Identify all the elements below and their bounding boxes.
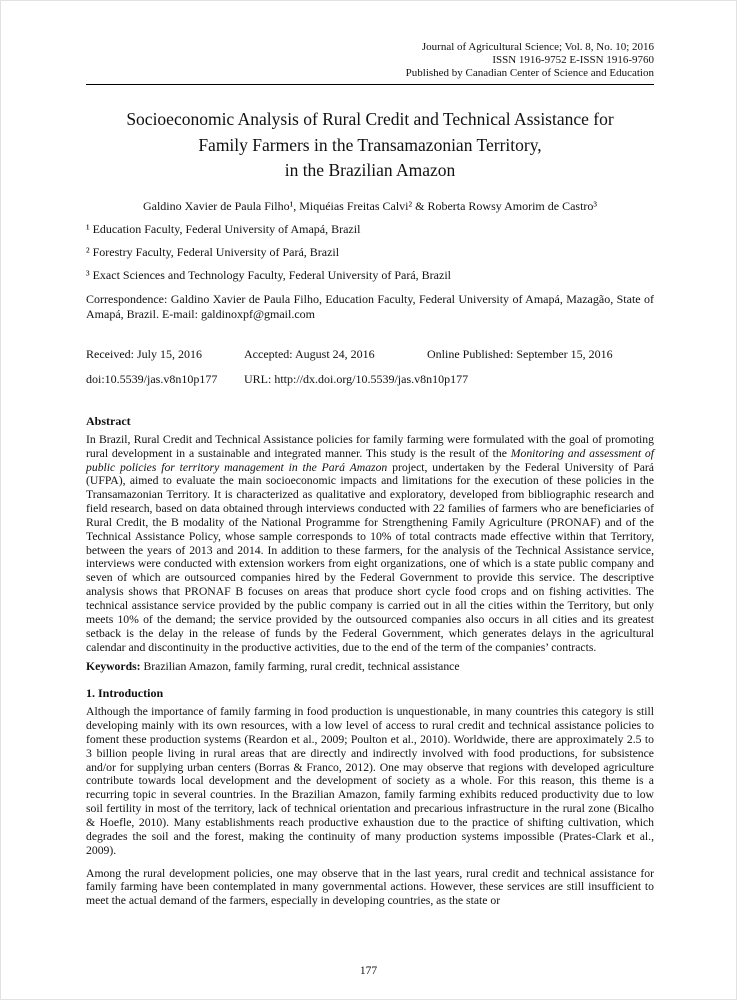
header-divider — [86, 84, 654, 85]
correspondence-paragraph: Correspondence: Galdino Xavier de Paula Filho, Education Faculty, Federal University of Amapá, Mazagão, State of Amapá, Brazil. E-mail: galdinoxpf@gmail.com — [86, 291, 654, 322]
abstract-heading: Abstract — [86, 413, 131, 428]
paper-title — [86, 107, 654, 184]
abstract-part-1: In Brazil, Rural Credit and Technical Assistance policies for family farming were formulated with the goal of promoting rural development in a sustainable and integrated manner. This study is the result of the — [86, 432, 654, 460]
page-number: 177 — [359, 965, 378, 977]
keywords-label: Keywords: — [86, 660, 141, 674]
accepted-date: Accepted: August 24, 2016 — [244, 346, 375, 361]
online-published-date: Online Published: September 15, 2016 — [427, 346, 613, 361]
paper-title-line-3: in the Brazilian Amazon — [284, 160, 456, 181]
abstract-italic-project-title: Monitoring and assessment of public policies for territory management in the Pará Amazon — [86, 446, 655, 474]
journal-issn-line: ISSN 1916-9752 E-ISSN 1916-9760 — [492, 53, 654, 66]
introduction-heading: 1. Introduction — [86, 686, 164, 701]
affiliation-3: ³ Exact Sciences and Technology Faculty, Federal University of Pará, Brazil — [86, 267, 451, 282]
affiliation-1: ¹ Education Faculty, Federal University of Amapá, Brazil — [86, 221, 361, 236]
keywords-line — [86, 660, 654, 674]
journal-publisher-line: Published by Canadian Center of Science and Education — [405, 66, 654, 79]
doi-text: doi:10.5539/jas.v8n10p177 — [86, 371, 218, 386]
abstract-part-2: project, undertaken by the Federal University of Pará (UFPA), aimed to evaluate the main socioeconomic impacts and limitations for the execution of these policies in the Transamazonian Territory. It is characterized as qualitative and exploratory, developed from bibliographic research and field research, based on data obtained through interviews conducted with 22 families of farmers who are beneficiaries of Rural Credit, the B modality of the National Programme for Strengthening Family Agriculture (PRONAF) and of the Technical Assistance Policy, whose sample corresponds to 10% of total contracts made effective within that Territory, between the years of 2013 and 2014. In addition to these farmers, for the analysis of the Technical Assistance service, interviews were conducted with extension workers from eight organizations, one of which is a state public company and seven of which are outsourced companies hired by the Federal Government to provide this service. The descriptive analysis shows that PRONAF B focuses on areas that produce short cycle food crops and on fishing activities. The technical assistance service provided by the public company is carried out in all the cities within the Territory, but only meets 10% of the demand; the service provided by the outsourced companies also occurs in all cities and its greatest setback is the delay in the release of funds by the Federal Government, which generates delays in the agricultural calendar and discontinuity in the productive activities, due to the end of the term of the companies’ contracts. — [86, 460, 654, 654]
introduction-paragraph-2: Among the rural development policies, one may observe that in the last years, rural credit and technical assistance for family farming have been contemplated in many governmental actions. However, these services are still insufficient to meet the actual demand of the farmers, especially in developing countries, as the state or — [86, 866, 654, 908]
journal-title-line: Journal of Agricultural Science; Vol. 8, No. 10; 2016 — [421, 41, 654, 53]
affiliation-2: ² Forestry Faculty, Federal University of Pará, Brazil — [86, 244, 340, 259]
introduction-paragraph-1: Although the importance of family farming in food production is unquestionable, in many countries this category is still developing mainly with its own resources, with a low level of access to rural credit and technical assistance policies to foment these production systems (Reardon et al., 2009; Poulton et al., 2010). Worldwide, there are approximately 2.5 to 3 billion people living in rural areas that are directly and indirectly involved with food productions, for subsistence and/or for supplying urban centers (Borras & Franco, 2012). One may observe that regions with developed agriculture contribute towards local development and the development of society as a whole. For this reason, this theme is a recurring topic in several countries. In the Brazilian Amazon, family farming exhibits reduced productivity due to low soil fertility in most of the territory, lack of technical orientation and precarious infrastructure in the rural zone (Bicalho & Hoefle, 2010). Many establishments reach productive exhaustion due to the practice of shifting cultivation, which degrades the soil and the forest, making the continuity of many production systems impossible (Prates-Clark et al., 2009). — [86, 705, 654, 857]
paper-title-line-2: Family Farmers in the Transamazonian Territory, — [198, 134, 542, 155]
journal-header — [86, 41, 654, 79]
publication-dates-row — [86, 347, 654, 361]
authors-line: Galdino Xavier de Paula Filho¹, Miquéias Freitas Calvi² & Roberta Rowsy Amorim de Castro³ — [142, 198, 598, 213]
doi-row — [86, 372, 654, 386]
received-date: Received: July 15, 2016 — [86, 346, 202, 361]
keywords-text: Brazilian Amazon, family farming, rural credit, technical assistance — [140, 660, 460, 674]
paper-title-line-1: Socioeconomic Analysis of Rural Credit and Technical Assistance for — [126, 109, 614, 130]
doi-url: URL: http://dx.doi.org/10.5539/jas.v8n10p177 — [244, 371, 469, 386]
abstract-text — [86, 433, 654, 655]
